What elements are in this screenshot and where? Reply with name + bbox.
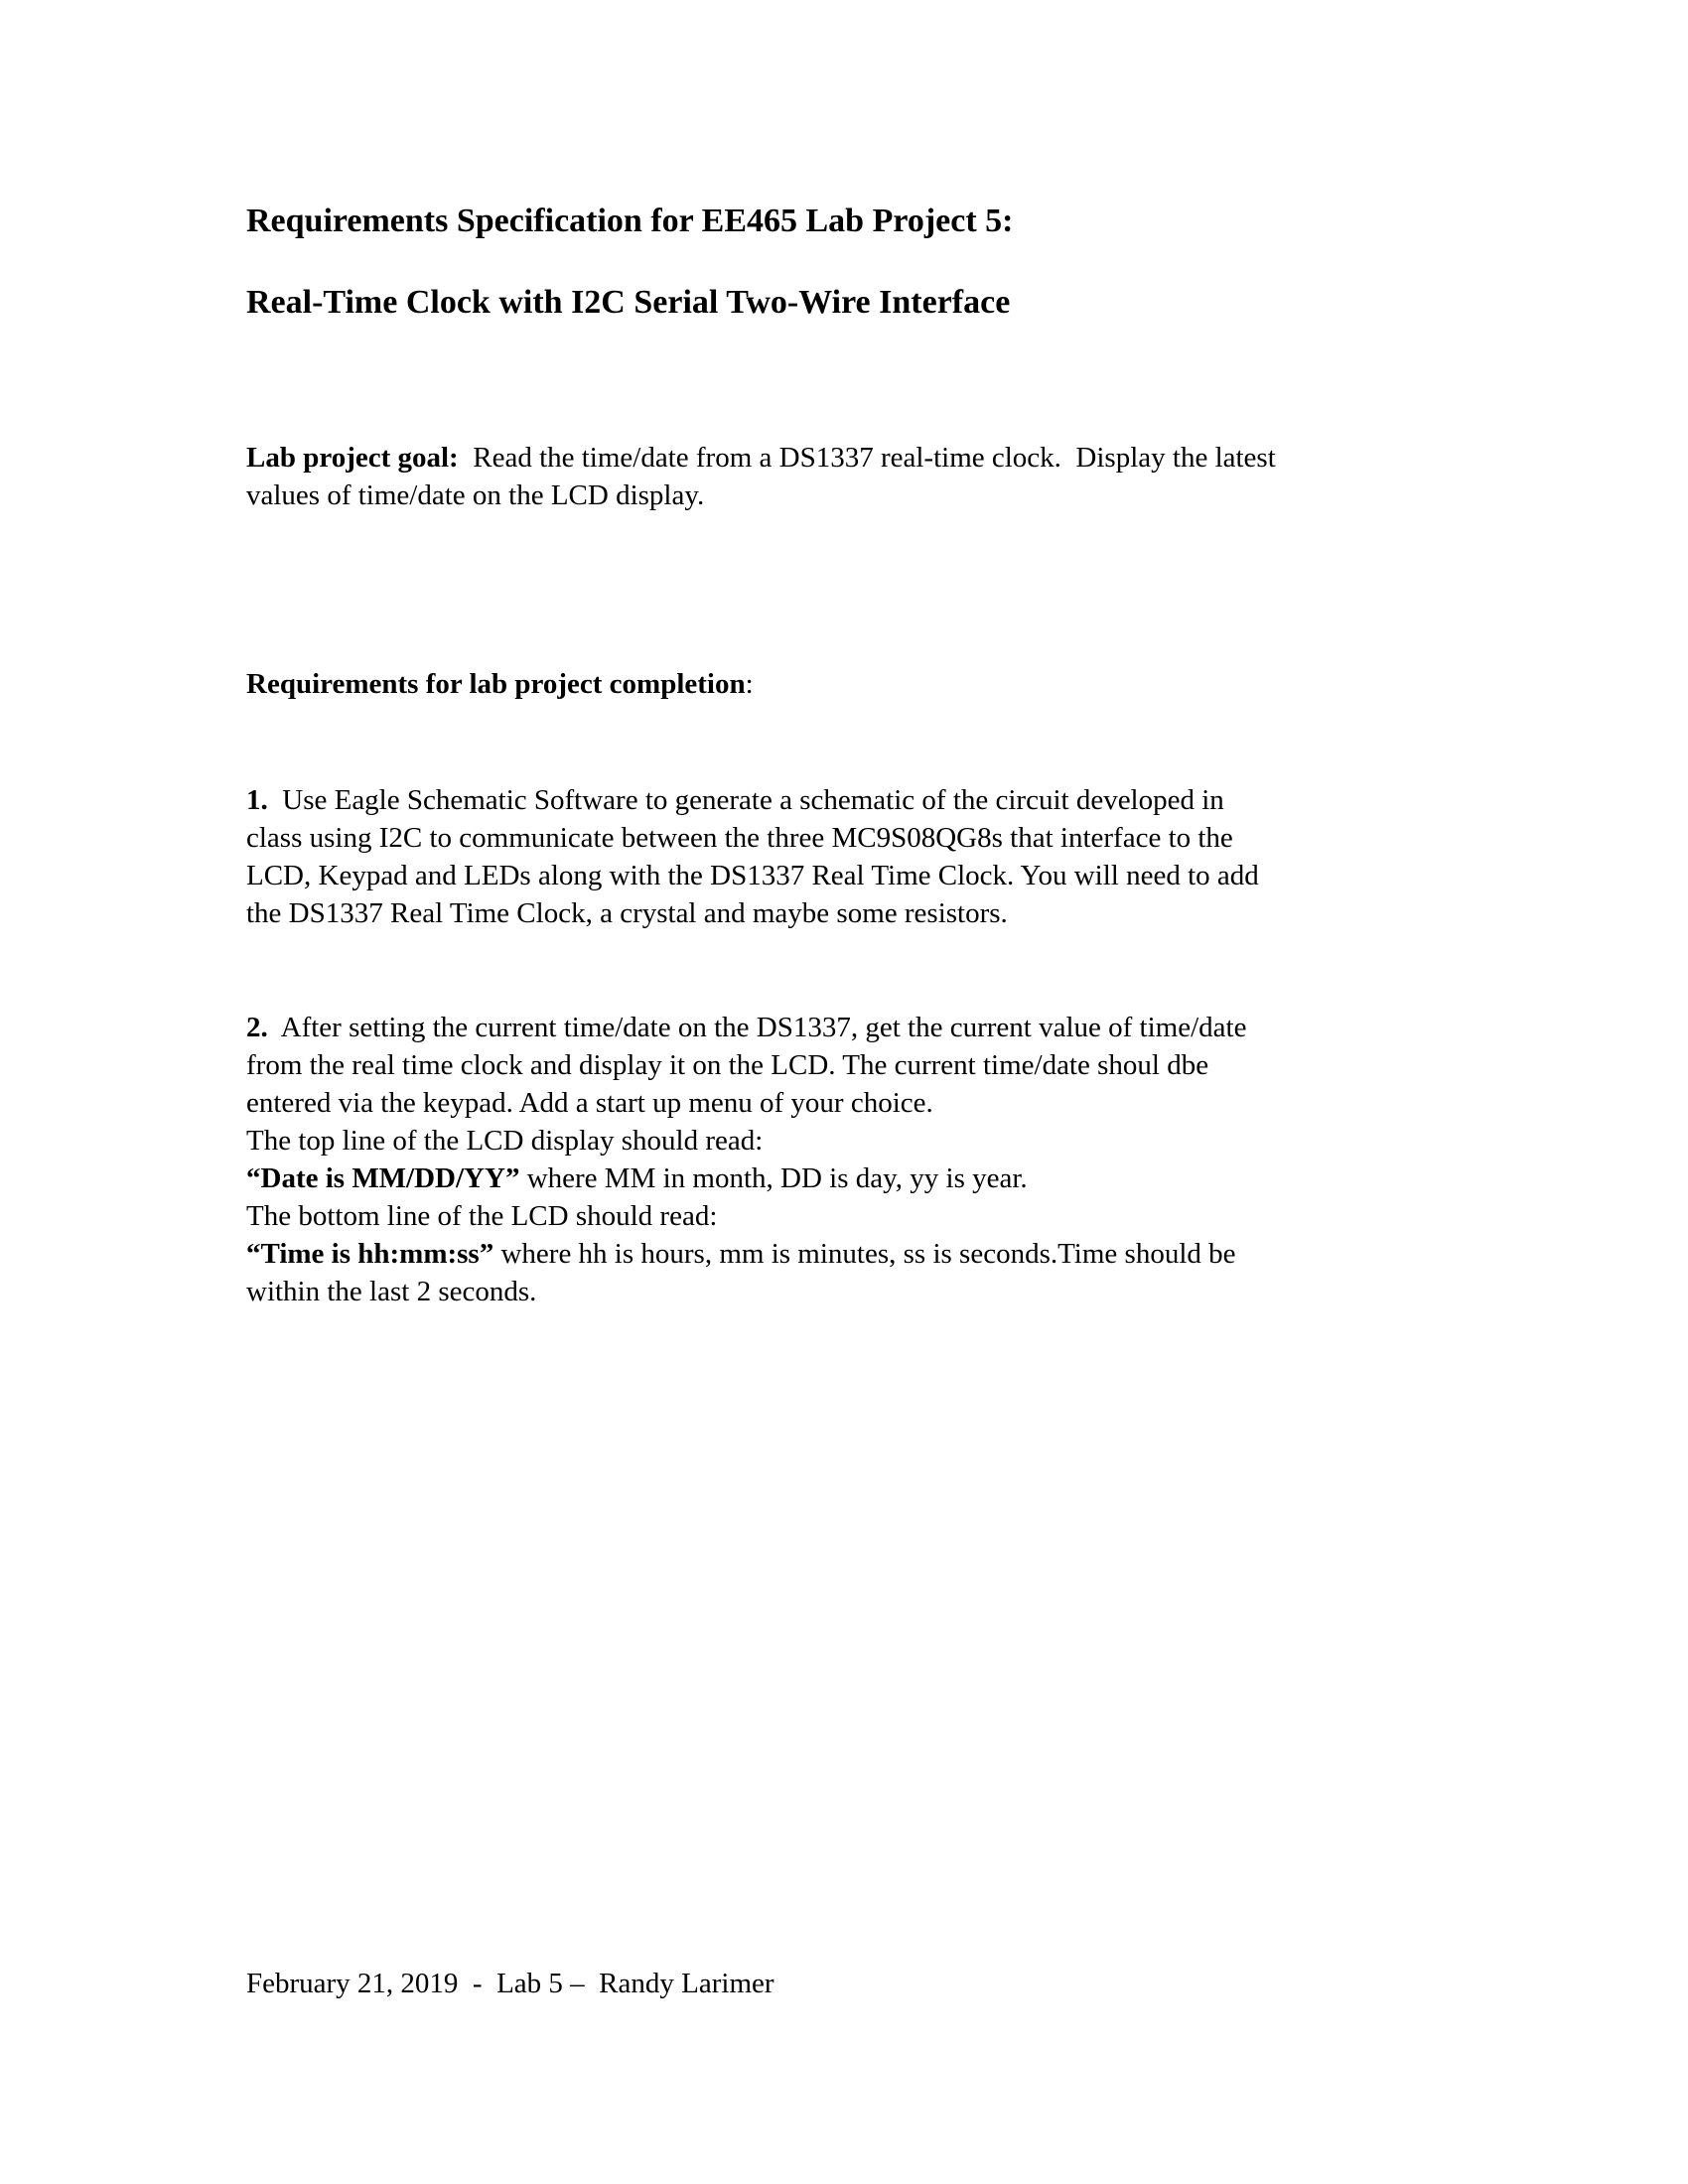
page-footer: February 21, 2019 - Lab 5 – Randy Larimer <box>246 1968 774 1999</box>
lab-goal-paragraph <box>246 439 1468 514</box>
requirement-2 <box>246 1009 1468 1310</box>
requirement-1-line: the DS1337 Real Time Clock, a crystal and maybe some resistors. <box>246 897 1008 929</box>
time-format-description: where hh is hours, mm is minutes, ss is seconds.Time should be <box>493 1238 1236 1270</box>
document-title: Requirements Specification for EE465 Lab Project 5: <box>246 203 1014 239</box>
requirement-2-line: entered via the keypad. Add a start up menu of your choice. <box>246 1087 933 1119</box>
requirement-1 <box>246 781 1468 932</box>
lab-goal-text-continued: values of time/date on the LCD display. <box>246 479 705 511</box>
date-format-string: “Date is MM/DD/YY” <box>246 1162 520 1194</box>
requirement-1-number: 1. <box>246 784 268 816</box>
requirement-1-line: LCD, Keypad and LEDs along with the DS1337 Real Time Clock. You will need to add <box>246 860 1259 891</box>
requirements-heading-colon: : <box>745 668 754 700</box>
requirement-2-line: from the real time clock and display it on the LCD. The current time/date shoul dbe <box>246 1049 1209 1081</box>
requirement-2-line: After setting the current time/date on the DS1337, get the current value of time/date <box>267 1012 1247 1043</box>
requirement-1-line: class using I2C to communicate between the three MC9S08QG8s that interface to the <box>246 822 1233 854</box>
requirement-2-line: within the last 2 seconds. <box>246 1276 537 1307</box>
time-format-string: “Time is hh:mm:ss” <box>246 1238 494 1270</box>
requirement-1-line: Use Eagle Schematic Software to generate a schematic of the circuit developed in <box>267 784 1224 816</box>
requirement-2-number: 2. <box>246 1012 268 1043</box>
lab-goal-label: Lab project goal: <box>246 442 459 474</box>
requirements-heading-label: Requirements for lab project completion <box>246 668 746 700</box>
document-subtitle: Real-Time Clock with I2C Serial Two-Wire Interface <box>246 284 1011 321</box>
date-format-description: where MM in month, DD is day, yy is year. <box>519 1162 1028 1194</box>
lab-goal-text: Read the time/date from a DS1337 real-time clock. Display the latest <box>458 442 1276 474</box>
requirement-2-line: The bottom line of the LCD should read: <box>246 1200 718 1232</box>
requirements-heading <box>246 665 1468 703</box>
requirement-2-line: The top line of the LCD display should read: <box>246 1125 764 1157</box>
